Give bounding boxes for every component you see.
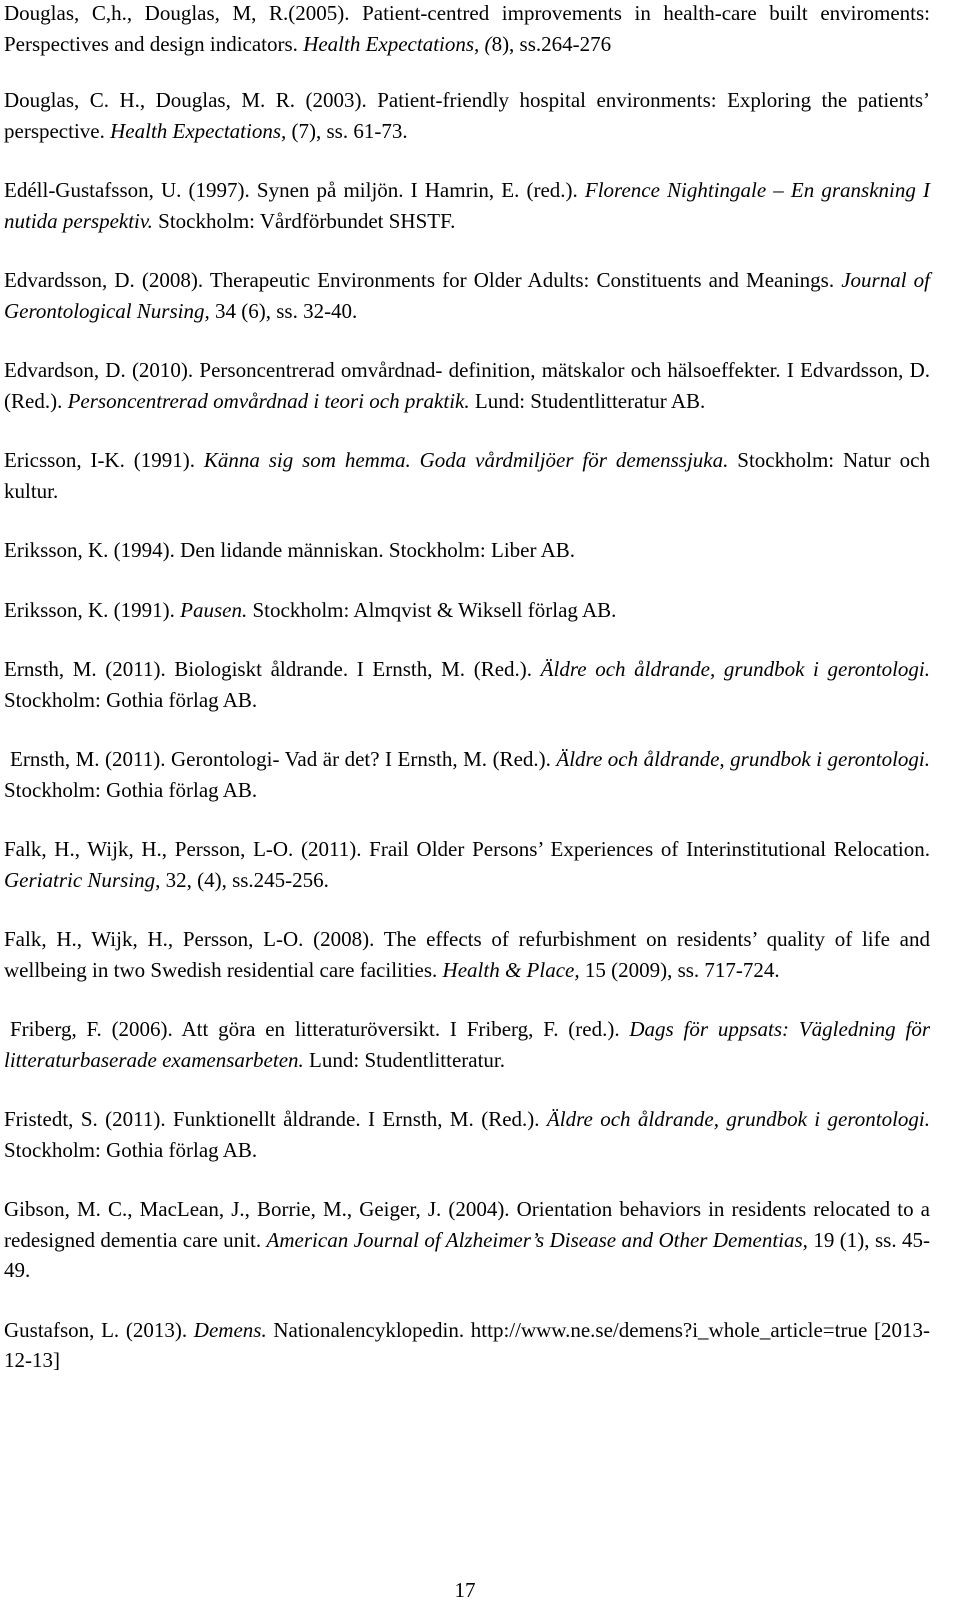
reference-entry-gustafson-2013	[4, 1315, 930, 1376]
reference-text: Douglas, C. H., Douglas, M. R. (2003). Patient-friendly hospital environments: Exploring the patients’ perspective.	[4, 88, 930, 143]
reference-text: Falk, H., Wijk, H., Persson, L-O. (2008). The effects of refurbishment on residents’ quality of life and wellbeing in two Swedish residential care facilities.	[4, 927, 930, 982]
reference-italic-text: Journal of Gerontological Nursing,	[4, 268, 930, 323]
reference-italic-text: Health Expectations,	[110, 118, 287, 143]
reference-text: Ernsth, M. (2011). Gerontologi- Vad är det? I Ernsth, M. (Red.).	[10, 747, 557, 771]
reference-text: Stockholm: Vårdförbundet SHSTF.	[152, 208, 456, 233]
reference-text: 34 (6), ss. 32-40.	[209, 298, 358, 323]
reference-entry-eriksson-1991	[4, 595, 930, 626]
reference-text: Edvardson, D. (2010). Personcentrerad omvårdnad- definition, mätskalor och hälsoeffekter. I Edvardsson, D. (Red.).	[4, 358, 930, 413]
reference-entry-falk-2011	[4, 834, 930, 895]
reference-entry-ernsth-2011-a	[4, 654, 930, 715]
reference-text: Stockholm: Gothia förlag AB.	[4, 1137, 258, 1162]
reference-text: Edéll-Gustafsson, U. (1997). Synen på miljön. I Hamrin, E. (red.).	[4, 178, 585, 202]
reference-entry-falk-2008	[4, 924, 930, 985]
reference-entry-edvardson-2010	[4, 355, 930, 416]
reference-text: Eriksson, K. (1994). Den lidande människan. Stockholm: Liber AB.	[4, 538, 576, 562]
reference-text: Gibson, M. C., MacLean, J., Borrie, M., Geiger, J. (2004). Orientation behaviors in residents relocated to a redesigned dementia care unit.	[4, 1197, 930, 1252]
reference-italic-text: Äldre och åldrande, grundbok i gerontologi.	[540, 657, 930, 681]
reference-text: Falk, H., Wijk, H., Persson, L-O. (2011). Frail Older Persons’ Experiences of Interinstitutional Relocation.	[4, 837, 930, 861]
reference-italic-text: Äldre och åldrande, grundbok i gerontologi.	[556, 747, 930, 771]
reference-italic-text: Pausen.	[180, 597, 248, 622]
reference-text: (7), ss. 61-73.	[286, 118, 408, 143]
reference-italic-text: Geriatric Nursing	[4, 867, 156, 892]
reference-text: Eriksson, K. (1991).	[4, 597, 181, 622]
reference-entry-douglas-2003	[4, 85, 930, 146]
reference-italic-text: Demens.	[193, 1317, 267, 1342]
reference-text: 8), ss.264-276	[491, 31, 612, 56]
reference-italic-text: Känna sig som hemma. Goda vårdmiljöer för demenssjuka.	[203, 448, 729, 472]
reference-italic-text: Dags för uppsats: Vägledning för litteraturbaserade examensarbeten.	[4, 1017, 930, 1072]
reference-text: Stockholm: Natur och kultur.	[4, 448, 931, 503]
reference-text: Friberg, F. (2006). Att göra en litteraturöversikt. I Friberg, F. (red.).	[10, 1017, 630, 1041]
reference-text: Ericsson, I-K. (1991).	[4, 448, 204, 472]
reference-entry-fristedt-2011	[4, 1104, 930, 1165]
reference-list	[4, 0, 930, 1405]
reference-text: Ernsth, M. (2011). Biologiskt åldrande. I Ernsth, M. (Red.).	[4, 657, 541, 681]
reference-italic-text: Health & Place,	[442, 957, 580, 982]
reference-text: Lund: Studentlitteratur.	[303, 1047, 506, 1072]
reference-text: 15 (2009), ss. 717-724.	[579, 957, 780, 982]
reference-text: Edvardsson, D. (2008). Therapeutic Environments for Older Adults: Constituents and Meanings.	[4, 268, 842, 292]
reference-text: Fristedt, S. (2011). Funktionellt åldrande. I Ernsth, M. (Red.).	[4, 1107, 547, 1131]
reference-entry-edell-gustafsson-1997	[4, 175, 930, 236]
reference-italic-text: Florence Nightingale – En granskning I nutida perspektiv.	[4, 178, 930, 233]
reference-entry-edvardsson-2008	[4, 265, 930, 326]
reference-text: , 32, (4), ss.245-256.	[155, 867, 329, 892]
reference-italic-text: Äldre och åldrande, grundbok i gerontologi.	[546, 1107, 930, 1131]
reference-text: Stockholm: Gothia förlag AB.	[4, 777, 258, 802]
page-number: 17	[454, 1578, 476, 1602]
reference-text: Lund: Studentlitteratur AB.	[469, 388, 706, 413]
reference-italic-text: American Journal of Alzheimer’s Disease and Other Dementias,	[266, 1227, 808, 1252]
reference-entry-friberg-2006	[4, 1014, 930, 1075]
reference-entry-douglas-2005	[4, 0, 930, 59]
reference-italic-text: Personcentrerad omvårdnad i teori och praktik.	[67, 388, 470, 413]
reference-entry-eriksson-1994	[4, 535, 930, 566]
reference-entry-ernsth-2011-b	[4, 744, 930, 805]
reference-italic-text: Health Expectations, (	[303, 31, 492, 56]
reference-text: Stockholm: Almqvist & Wiksell förlag AB.	[247, 597, 617, 622]
reference-text: Nationalencyklopedin. http://www.ne.se/demens?i_whole_article=true [2013-12-13]	[4, 1317, 930, 1372]
reference-text: Douglas, C,h., Douglas, M, R.(2005). Patient-centred improvements in health-care built enviroments: Perspectives and design indicators.	[4, 1, 930, 56]
reference-entry-gibson-2004	[4, 1194, 930, 1286]
reference-text: Stockholm: Gothia förlag AB.	[4, 687, 258, 712]
reference-entry-ericsson-1991	[4, 445, 930, 506]
reference-text: 19 (1), ss. 45-49.	[4, 1227, 930, 1282]
reference-text: Gustafson, L. (2013).	[4, 1317, 194, 1342]
